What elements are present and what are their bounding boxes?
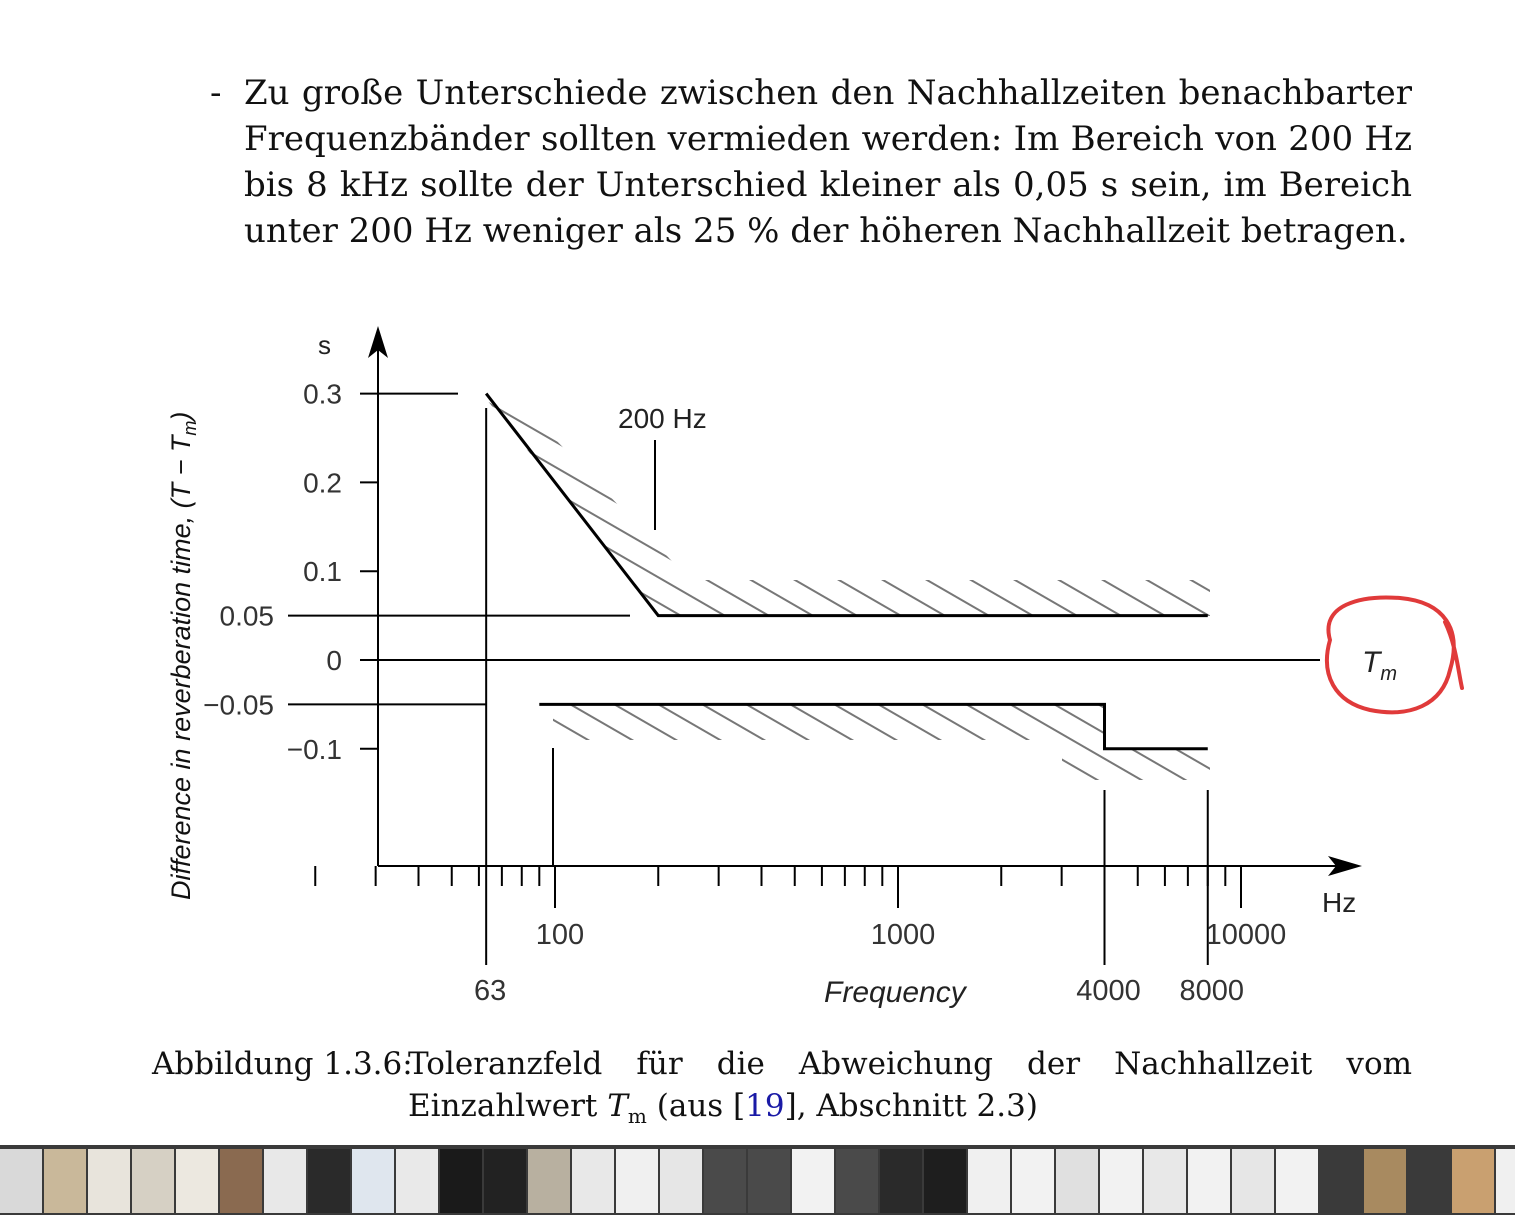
thumbnail[interactable] <box>44 1149 86 1213</box>
y-unit-label: s <box>318 330 331 360</box>
caption-post-ref: ], Abschnitt 2.3) <box>784 1088 1038 1124</box>
tm-label-text: T <box>1362 646 1381 679</box>
caption-tm: T <box>607 1088 628 1124</box>
y-tick-label: −0.05 <box>203 689 274 721</box>
x-marker-label: 63 <box>474 975 507 1007</box>
y-axis-title <box>166 412 200 900</box>
caption-body <box>408 1043 1412 1137</box>
y-axis-title-sub: m <box>180 420 200 436</box>
paragraph-text: Zu große Unterschiede zwischen den Nachhallzeiten benachbarter Frequenzbänder sollten vermieden werden: Im Bereich von 200 Hz bis 8 kHz sollte der Unterschied kleiner als 0,05 s sein, im Bereich unter 200 Hz weniger als 25 % der höheren Nachhallzeit betragen. <box>244 73 1412 251</box>
x-tick-label: 10000 <box>1205 919 1287 951</box>
caption-text: Toleranzfeld für die Abweichung der Nachhallzeit vom Einzahlwert <box>408 1046 1412 1124</box>
thumbnail[interactable] <box>264 1149 306 1213</box>
thumbnail[interactable] <box>1144 1149 1186 1213</box>
x-tick-label: 1000 <box>870 919 936 951</box>
thumbnail[interactable] <box>132 1149 174 1213</box>
x-unit-label: Hz <box>1322 887 1357 918</box>
thumbnail[interactable] <box>484 1149 526 1213</box>
thumbnail[interactable] <box>704 1149 746 1213</box>
thumbnail[interactable] <box>1408 1149 1450 1213</box>
y-tick-label: −0.1 <box>286 733 342 765</box>
thumbnail[interactable] <box>1188 1149 1230 1213</box>
caption-tm-sub: m <box>627 1104 647 1129</box>
figure-caption <box>152 1043 1412 1137</box>
hatch-upper-slope <box>483 392 1210 616</box>
thumbnail[interactable] <box>880 1149 922 1213</box>
thumbnail[interactable] <box>0 1149 42 1213</box>
thumbnail[interactable] <box>836 1149 878 1213</box>
thumbnail[interactable] <box>748 1149 790 1213</box>
thumbnail[interactable] <box>1056 1149 1098 1213</box>
thumbnail[interactable] <box>396 1149 438 1213</box>
x-tick-label: 100 <box>535 919 585 951</box>
tm-annotation-circle <box>1327 597 1462 712</box>
thumbnail[interactable] <box>616 1149 658 1213</box>
thumbnail[interactable] <box>88 1149 130 1213</box>
thumbnail-strip <box>0 1145 1515 1215</box>
thumbnail[interactable] <box>308 1149 350 1213</box>
thumbnail[interactable] <box>1232 1149 1274 1213</box>
thumbnail[interactable] <box>792 1149 834 1213</box>
bullet-paragraph <box>210 70 1412 254</box>
x-marker-label: 4000 <box>1076 975 1141 1007</box>
thumbnail[interactable] <box>1496 1149 1515 1213</box>
thumbnail[interactable] <box>968 1149 1010 1213</box>
caption-label: Abbildung 1.3.6: <box>152 1046 413 1082</box>
y-tick-label: 0.3 <box>303 378 342 410</box>
thumbnail[interactable] <box>176 1149 218 1213</box>
thumbnail[interactable] <box>660 1149 702 1213</box>
x-marker-label: 8000 <box>1179 975 1245 1007</box>
hatch-lower-band <box>553 704 1210 780</box>
thumbnail[interactable] <box>572 1149 614 1213</box>
thumbnail[interactable] <box>1364 1149 1406 1213</box>
y-tick-label: 0.2 <box>303 467 342 499</box>
y-tick-label: 0 <box>326 645 342 676</box>
y-axis-title-text: Difference in reverberation time, (T − T <box>166 435 196 900</box>
x-axis-title: Frequency <box>824 976 966 1009</box>
thumbnail[interactable] <box>924 1149 966 1213</box>
y-tick-label: 0.05 <box>219 600 274 632</box>
y-tick-label: 0.1 <box>303 556 342 588</box>
thumbnail[interactable] <box>1100 1149 1142 1213</box>
thumbnail[interactable] <box>1320 1149 1362 1213</box>
thumbnail[interactable] <box>220 1149 262 1213</box>
y-axis-title-close: ) <box>166 411 196 421</box>
caption-pre-ref: (aus [ <box>646 1088 746 1124</box>
thumbnail[interactable] <box>528 1149 570 1213</box>
thumbnail[interactable] <box>1276 1149 1318 1213</box>
tm-label-sub: m <box>1380 663 1397 685</box>
thumbnail[interactable] <box>352 1149 394 1213</box>
thumbnail[interactable] <box>440 1149 482 1213</box>
thumbnail[interactable] <box>1452 1149 1494 1213</box>
thumbnail[interactable] <box>1012 1149 1054 1213</box>
tolerance-chart <box>0 300 1515 1020</box>
bullet-dash: - <box>210 73 222 113</box>
caption-citation-link[interactable]: 19 <box>745 1088 785 1124</box>
tm-label <box>1362 646 1397 685</box>
annotation-200hz: 200 Hz <box>618 403 707 434</box>
